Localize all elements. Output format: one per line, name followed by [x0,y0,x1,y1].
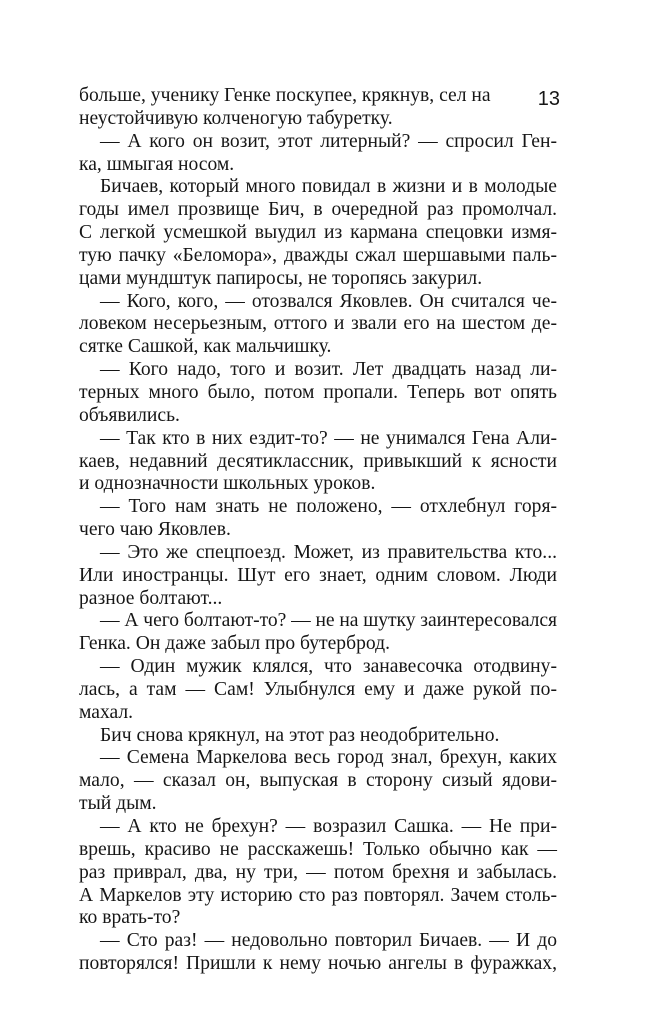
text-line: тую пачку «Беломора», дважды сжал шершавыми паль- [79,244,557,266]
text-line: ловеком несерьезным, оттого и звали его на шестом де- [79,313,557,335]
text-line: — Кого, кого, — отозвался Яковлев. Он считался че- [100,290,557,312]
text-line: — Один мужик клялся, что занавесочка отодвину- [100,656,557,678]
text-line: чего чаю Яковлев. [79,519,231,541]
text-line: — А чего болтают-то? — не на шутку заинтересовался [100,610,557,632]
text-line: Или иностранцы. Шут его знает, одним словом. Люди [79,564,557,586]
text-line: терных много было, потом пропали. Теперь вот опять [79,381,557,403]
text-line: — Это же спецпоезд. Может, из правительства кто... [100,541,557,563]
text-line: сятке Сашкой, как мальчишку. [79,336,332,358]
page-number: 13 [537,88,560,110]
text-line: годы имел прозвище Бич, в очередной раз промолчал. [79,199,557,221]
text-line: махал. [79,701,134,723]
text-line: больше, ученику Генке поскупее, крякнув, сел на [79,85,491,106]
text-line: разное болтают... [79,587,223,609]
text-line: — Кого надо, того и возит. Лет двадцать назад ли- [100,359,557,381]
text-line: — А кто не брехун? — возразил Сашка. — Не при- [100,816,557,837]
text-line: ко врать-то? [79,907,181,929]
text-line: С легкой усмешкой выудил из кармана спецовки измя- [79,222,557,244]
text-line: врешь, красиво не расскажешь! Только обычно как — [79,838,557,860]
text-line: — Того нам знать не положено, — отхлебнул горя- [100,496,557,518]
text-line: лась, а там — Сам! Улыбнулся ему и даже рукой по- [79,678,557,700]
text-line: повторялся! Пришли к нему ночью ангелы в фуражках, [79,953,557,975]
text-line: неустойчивую колченогую табуретку. [79,107,393,129]
text-line: Генка. Он даже забыл про бутерброд. [79,633,390,655]
text-line: — А кого он возит, этот литерный? — спросил Ген- [100,130,557,152]
body-text [79,85,557,976]
text-line: и однозначности школьных уроков. [79,473,376,495]
text-line: Бич снова крякнул, на этот раз неодобрительно. [100,724,500,746]
text-line: — Сто раз! — недовольно повторил Бичаев. — И до [100,930,557,952]
text-line: мало, — сказал он, выпуская в сторону сизый ядови- [79,770,557,792]
text-line: — Так кто в них ездит-то? — не унимался Гена Али- [100,427,557,449]
text-line: цами мундштук папиросы, не торопясь закурил. [79,267,483,289]
text-line: каев, недавний десятиклассник, привыкший к ясности [79,450,557,472]
text-line: ка, шмыгая носом. [79,153,235,175]
text-line: объявились. [79,404,180,426]
text-line: — Семена Маркелова весь город знал, брехун, каких [100,747,557,769]
text-line: Бичаев, который много повидал в жизни и в молодые [100,176,557,198]
text-line: тый дым. [79,793,157,815]
text-line: раз приврал, два, ну три, — потом брехня и забылась. [79,861,557,883]
text-line: А Маркелов эту историю сто раз повторял. Зачем столь- [79,884,557,906]
